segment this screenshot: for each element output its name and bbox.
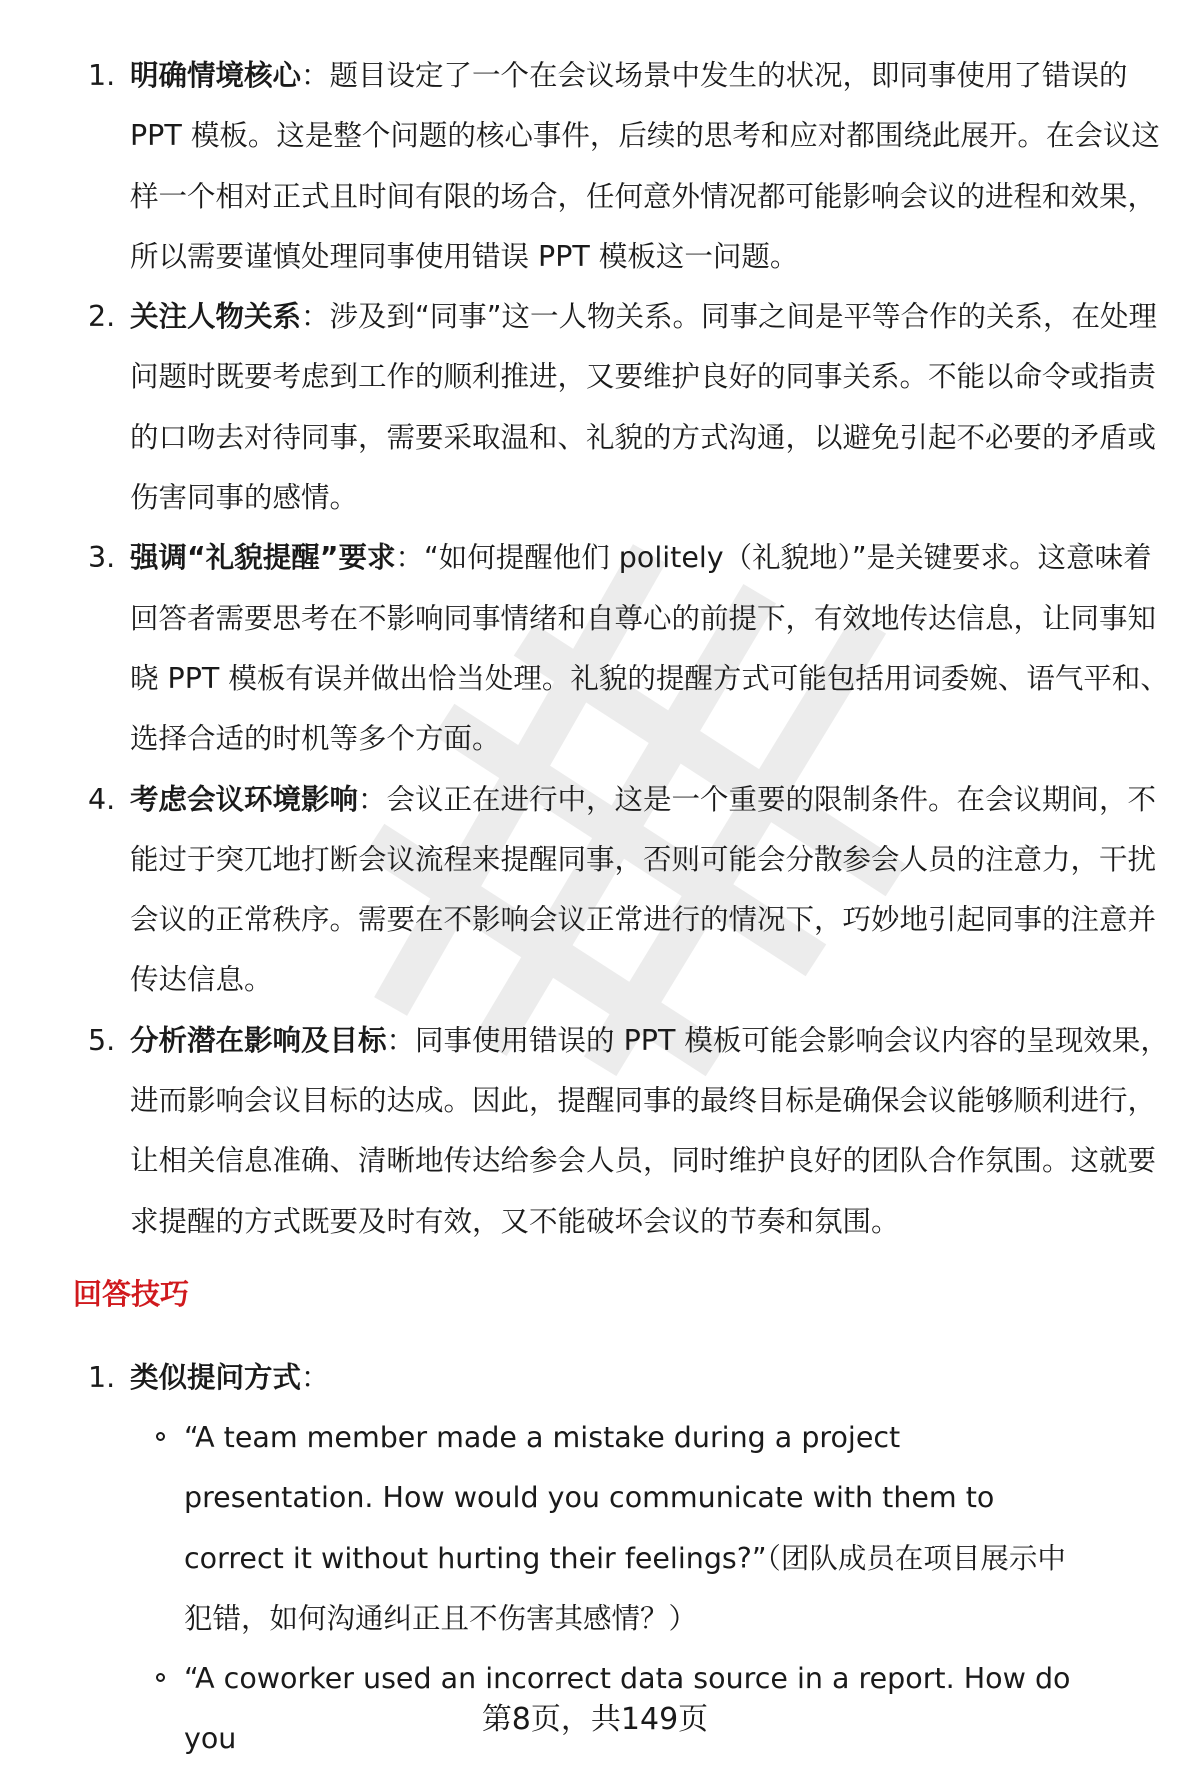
item-term: 分析潜在影响及目标 [130, 1023, 387, 1057]
item-text: ：同事使用错误的 PPT 模板可能会影响会议内容的呈现效果，进而影响会议目标的达成。因此，提醒同事的最终目标是确保会议能够顺利进行，让相关信息准确、清晰地传达给参会人员，同时维护良好的团队合作氛围。这就要求提醒的方式既要及时有效，又不能破坏会议的节奏和氛围。 [130, 1023, 1169, 1238]
page-footer: 第8页，共149页 [481, 1702, 709, 1737]
example-item [0, 1408, 1190, 1649]
item-text: ：会议正在进行中，这是一个重要的限制条件。在会议期间，不能过于突兀地打断会议流程来提醒同事，否则可能会分散参会人员的注意力，干扰会议的正常秩序。需要在不影响会议正常进行的情况下，巧妙地引起同事的注意并传达信息。 [130, 782, 1157, 997]
item-text: ：“如何提醒他们 politely（礼貌地）”是关键要求。这意味着回答者需要思考在不影响同事情绪和自尊心的前提下，有效地传达信息，让同事知晓 PPT 模板有误并做出恰当处理。礼貌的提醒方式可能包括用词委婉、语气平和、选择合适的时机等多个方面。 [130, 541, 1169, 756]
example-text: “A team member made a mistake during a project presentation. How would you communicate with them to correct it without hurting their feelings?”（团队成员在项目展示中犯错，如何沟通纠正且不伤害其感情？） [184, 1421, 1066, 1635]
analysis-list [0, 46, 1190, 1252]
item-text: ：涉及到“同事”这一人物关系。同事之间是平等合作的关系，在处理问题时既要考虑到工作的顺利推进，又要维护良好的同事关系。不能以命令或指责的口吻去对待同事，需要采取温和、礼貌的方式沟通，以避免引起不必要的矛盾或伤害同事的感情。 [130, 300, 1158, 515]
analysis-item [0, 1011, 1190, 1252]
item-text: ：题目设定了一个在会议场景中发生的状况，即同事使用了错误的 PPT 模板。这是整个问题的核心事件，后续的思考和应对都围绕此展开。在会议这样一个相对正式且时间有限的场合，任何意外情况都可能影响会议的进程和效果，所以需要谨慎处理同事使用错误 PPT 模板这一问题。 [130, 59, 1160, 273]
item-colon: ： [301, 1361, 330, 1394]
analysis-item [0, 46, 1190, 287]
item-number: 2. [88, 300, 116, 334]
analysis-item [0, 770, 1190, 1011]
item-term: 关注人物关系 [130, 300, 302, 334]
item-number: 3. [88, 541, 116, 575]
item-number: 1. [88, 1361, 116, 1394]
analysis-item [0, 528, 1190, 769]
hollow-bullet-icon [156, 1432, 165, 1441]
item-term: 强调“礼貌提醒”要求 [130, 541, 396, 575]
item-number: 4. [88, 782, 116, 816]
item-term: 类似提问方式 [130, 1361, 302, 1394]
item-number: 1. [88, 59, 116, 92]
analysis-item [0, 287, 1190, 528]
item-number: 5. [88, 1023, 116, 1057]
item-term: 考虑会议环境影响 [130, 782, 359, 816]
item-term: 明确情境核心 [130, 59, 302, 92]
section-heading: 回答技巧 [73, 1277, 190, 1311]
tips-item-label [130, 1348, 330, 1408]
example-text: “A coworker used an incorrect data source in a report. How do you [184, 1662, 1071, 1756]
hollow-bullet-icon [156, 1673, 165, 1682]
